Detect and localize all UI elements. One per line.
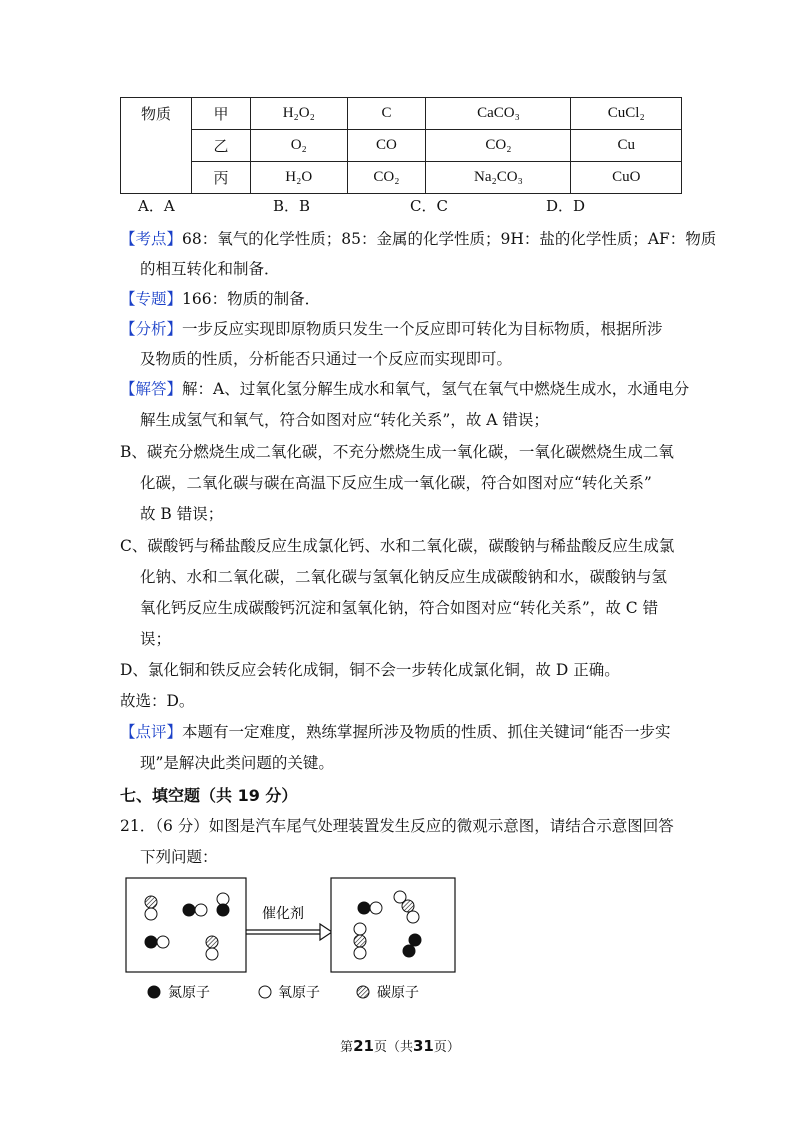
- footer-post: 页）: [433, 1040, 460, 1055]
- dianping-text: 本题有一定难度，熟练掌握所涉及物质的性质、抓住关键词“能否一步实: [182, 723, 671, 741]
- carbon-atom: [402, 900, 414, 912]
- footer-pre: 第: [340, 1040, 354, 1055]
- option-c-analysis-4: 误；: [140, 630, 172, 648]
- arrow-head: [320, 924, 332, 940]
- oxygen-atom: [145, 908, 157, 920]
- oxygen-atom: [157, 936, 169, 948]
- legend-carbon: 碳原子: [377, 985, 419, 1001]
- jieda-text-2: 解生成氢气和氧气，符合如图对应“转化关系”，故 A 错误；: [140, 411, 549, 429]
- oxygen-atom: [195, 904, 207, 916]
- option-b-analysis-3: 故 B 错误；: [140, 505, 224, 523]
- question-line-2: 下列问题：: [140, 848, 218, 866]
- page-number: 21: [353, 1037, 374, 1055]
- carbon-atom: [206, 936, 218, 948]
- option-d: D．D: [546, 197, 586, 215]
- kaodian-text: 68：氧气的化学性质；85：金属的化学性质；9H：盐的化学性质；AF：物质: [182, 230, 717, 248]
- reactant-box: [126, 878, 246, 972]
- jieda-line: [120, 376, 689, 402]
- option-c: C．C: [410, 197, 448, 215]
- carbon-atom: [145, 896, 157, 908]
- table-cell: H₂O₂: [251, 98, 348, 130]
- kaodian-text-2: 的相互转化和制备．: [140, 260, 280, 278]
- fenxi-text: 一步反应实现即原物质只发生一个反应即可转化为目标物质，根据所涉: [182, 320, 663, 338]
- nitrogen-atom: [403, 945, 415, 957]
- table-cell: CuCl₂: [571, 98, 682, 130]
- jieda-tag: 【解答】: [120, 380, 183, 398]
- row-name: 丙: [192, 162, 251, 194]
- section-title: 七、填空题（共 19 分）: [120, 786, 298, 805]
- oxygen-atom: [206, 948, 218, 960]
- footer-mid: 页（共: [373, 1040, 413, 1055]
- option-b-analysis-2: 化碳，二氧化碳与碳在高温下反应生成一氧化碳，符合如图对应“转化关系”: [140, 474, 652, 492]
- nitrogen-atom: [145, 936, 157, 948]
- oxygen-atom: [407, 911, 419, 923]
- option-a: A．A: [138, 197, 175, 215]
- table-cell: CuO: [571, 162, 682, 194]
- oxygen-atom: [370, 902, 382, 914]
- nitrogen-atom: [409, 934, 421, 946]
- substance-table: [120, 97, 682, 194]
- carbon-atom: [354, 935, 366, 947]
- dianping-tag: 【点评】: [120, 723, 183, 741]
- oxygen-atom: [217, 893, 229, 905]
- table-cell: CO₂: [347, 162, 426, 194]
- answer-line: 故选：D。: [120, 692, 195, 710]
- table-cell: CaCO₃: [426, 98, 571, 130]
- jieda-text: 解：A、过氧化氢分解生成水和氧气，氢气在氧气中燃烧生成水，水通电分: [182, 380, 690, 398]
- option-d-analysis: D、氯化铜和铁反应会转化成铜，铜不会一步转化成氯化铜，故 D 正确。: [120, 661, 620, 679]
- table-cell: C: [347, 98, 426, 130]
- legend-oxygen: 氧原子: [278, 985, 320, 1001]
- reaction-diagram: [120, 872, 460, 1010]
- nitrogen-legend-icon: [148, 986, 160, 998]
- nitrogen-atom: [183, 904, 195, 916]
- table-cell: CO₂: [426, 130, 571, 162]
- row-name: 甲: [192, 98, 251, 130]
- legend-nitrogen: 氮原子: [168, 985, 210, 1001]
- oxygen-atom: [354, 923, 366, 935]
- kaodian-tag: 【考点】: [120, 230, 183, 248]
- zhuanti-line: [120, 286, 320, 312]
- option-c-analysis-2: 化钠、水和二氧化碳，二氧化碳与氢氧化钠反应生成碳酸钠和水，碳酸钠与氢: [140, 568, 668, 586]
- row-name: 乙: [192, 130, 251, 162]
- table-cell: CO: [347, 130, 426, 162]
- oxygen-legend-icon: [259, 986, 271, 998]
- catalyst-label: 催化剂: [262, 906, 304, 922]
- carbon-legend-icon: [357, 986, 369, 998]
- zhuanti-text: 166：物质的制备．: [182, 290, 321, 308]
- fenxi-text-2: 及物质的性质，分析能否只通过一个反应而实现即可。: [140, 350, 513, 368]
- dianping-line: [120, 719, 670, 745]
- nitrogen-atom: [358, 902, 370, 914]
- option-c-analysis-1: C、碳酸钙与稀盐酸反应生成氯化钙、水和二氧化碳，碳酸钠与稀盐酸反应生成氯: [120, 537, 675, 555]
- table-cell: H₂O: [251, 162, 348, 194]
- page-footer: [0, 1036, 800, 1055]
- dianping-text-2: 现”是解决此类问题的关键。: [140, 754, 334, 772]
- table-cell: Cu: [571, 130, 682, 162]
- option-c-analysis-3: 氧化钙反应生成碳酸钙沉淀和氢氧化钠，符合如图对应“转化关系”，故 C 错: [140, 599, 659, 617]
- nitrogen-atom: [217, 904, 229, 916]
- table-cell: O₂: [251, 130, 348, 162]
- zhuanti-tag: 【专题】: [120, 290, 183, 308]
- option-b: B．B: [273, 197, 311, 215]
- oxygen-atom: [354, 947, 366, 959]
- table-cell: Na₂CO₃: [426, 162, 571, 194]
- table-label: 物质: [121, 98, 192, 194]
- page-total: 31: [413, 1037, 434, 1055]
- product-box: [331, 878, 455, 972]
- kaodian-line: [120, 226, 716, 252]
- question-line-1: 21．（6 分）如图是汽车尾气处理装置发生反应的微观示意图，请结合示意图回答: [120, 817, 674, 835]
- fenxi-tag: 【分析】: [120, 320, 183, 338]
- fenxi-line: [120, 316, 663, 342]
- option-b-analysis-1: B、碳充分燃烧生成二氧化碳，不充分燃烧生成一氧化碳，一氧化碳燃烧生成二氧: [120, 443, 674, 461]
